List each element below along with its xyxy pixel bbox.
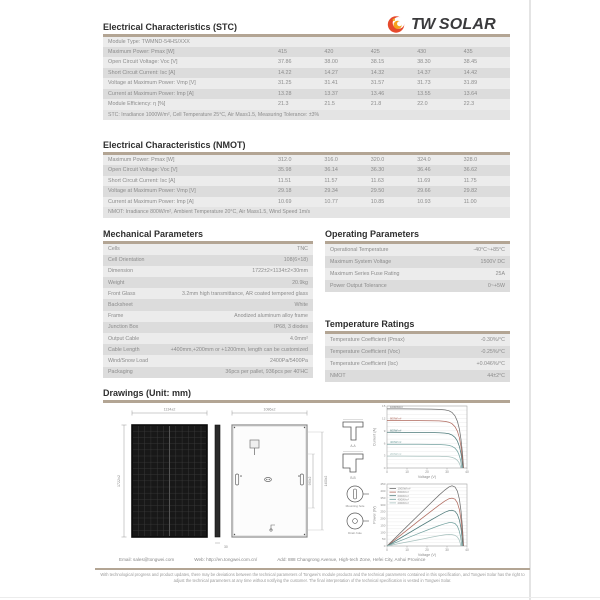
front-height-dim: 1722±2: [117, 475, 121, 487]
section-nmot: [103, 140, 510, 218]
svg-text:200W/m²: 200W/m²: [397, 501, 409, 505]
row-label: Current at Maximum Power: Imp [A]: [108, 90, 194, 97]
param-label: Packaging: [108, 369, 133, 376]
svg-text:6: 6: [383, 441, 386, 446]
section-title-temperature: Temperature Ratings: [325, 319, 415, 329]
mechanical-table: [103, 244, 313, 378]
row-value: 22.3: [463, 101, 475, 108]
row-label: Short Circuit Current: Isc [A]: [108, 69, 176, 76]
row-value: 22.0: [417, 101, 428, 108]
param-value: -40°C~+85°C: [473, 246, 505, 253]
param-value: 2400Pa/5400Pa: [270, 357, 308, 364]
param-row: [103, 311, 313, 322]
param-label: Maximum Series Fuse Rating: [330, 270, 400, 277]
detail-caption: Mounting hole: [345, 504, 365, 508]
row-value: 36.46: [417, 167, 431, 174]
param-row: [103, 344, 313, 355]
row-value: 425: [370, 48, 380, 55]
row-label: Maximum Power: Pmax [W]: [108, 156, 175, 163]
footer-divider: [95, 568, 530, 570]
footer-email-link[interactable]: Email: sales@tongwei.com: [119, 557, 175, 562]
row-value: 420: [324, 48, 334, 55]
table-row: [103, 176, 510, 187]
section-stc: [103, 22, 510, 120]
footer-web-link[interactable]: Web: http://en.tongwei.com.cn/: [194, 557, 258, 562]
row-value: 10.77: [324, 198, 338, 205]
svg-text:30: 30: [445, 470, 449, 474]
back-view-drawing: [232, 425, 328, 537]
param-value: Anodized aluminum alloy frame: [234, 313, 308, 320]
row-value: 21.5: [324, 101, 335, 108]
param-value: +0.046%/°C: [476, 360, 505, 367]
table-row: [103, 155, 510, 166]
row-value: 14.22: [278, 69, 292, 76]
table-row: [103, 47, 510, 58]
row-label: Module Efficiency: η [%]: [108, 101, 166, 108]
row-value: 11.51: [278, 177, 292, 184]
side-thickness-dim: 30: [224, 545, 228, 549]
row-value: 324.0: [417, 156, 431, 163]
svg-text:400W/m²: 400W/m²: [390, 440, 402, 445]
param-value: IP68, 3 diodes: [274, 324, 308, 331]
row-value: 13.28: [278, 90, 292, 97]
param-row: [325, 334, 510, 346]
param-row: [325, 280, 510, 292]
footer-address: Add: 888 Changrong Avenue, High-tech Zone, Hefei City, Anhui Province: [277, 557, 426, 562]
row-value: 31.73: [417, 80, 431, 87]
row-value: 37.86: [278, 59, 292, 66]
param-value: -0.30%/°C: [480, 336, 505, 343]
param-row: [103, 288, 313, 299]
svg-text:Voltage (V): Voltage (V): [417, 475, 437, 479]
svg-text:400: 400: [380, 489, 386, 493]
row-value: 328.0: [463, 156, 478, 163]
param-value: TNC: [297, 246, 308, 253]
svg-text:20: 20: [425, 548, 429, 552]
param-label: Wind/Snow Load: [108, 357, 149, 364]
row-value: 29.66: [417, 188, 431, 195]
svg-text:0: 0: [383, 466, 386, 471]
svg-text:450: 450: [380, 482, 386, 487]
module-drawings: [103, 402, 386, 557]
row-value: 10.93: [417, 198, 431, 205]
param-value: 20.9kg: [292, 279, 308, 286]
svg-text:1000W/m²: 1000W/m²: [397, 486, 411, 491]
svg-text:200: 200: [380, 516, 386, 521]
param-row: [103, 277, 313, 288]
row-value: 31.89: [463, 80, 478, 87]
svg-text:300: 300: [380, 502, 386, 507]
param-label: Power Output Tolerance: [330, 282, 387, 289]
section-title-mechanical: Mechanical Parameters: [103, 229, 204, 239]
logo-text-solar: SOLAR: [438, 15, 496, 33]
footer-disclaimer: With technological progress and product updates, there may be deviations between the technical parameters of Tongwei's module products and the technical parameters contained in this specification, and Tongwei Solar has the right to adjust the technical parameters at any time without notifying the customer. The final interpretation of the technical specification is vested in Tongwei Solar.: [100, 572, 525, 583]
logo-text-tw: TW: [411, 15, 435, 33]
table-row: [103, 186, 510, 197]
param-row: [325, 244, 510, 256]
param-label: NMOT: [330, 372, 346, 379]
section-drawings: [103, 388, 510, 556]
row-label: Short Circuit Current: Isc [A]: [108, 177, 176, 184]
svg-text:200W/m²: 200W/m²: [390, 452, 402, 457]
param-label: Maximum System Voltage: [330, 258, 392, 265]
param-label: Dimension: [108, 268, 134, 275]
nmot-table: [103, 155, 510, 218]
footer-contact: [95, 557, 530, 562]
row-value: 36.62: [463, 167, 478, 174]
table-row: [103, 99, 510, 110]
param-label: Weight: [108, 279, 125, 286]
stc-rows: [103, 47, 510, 110]
row-label: Voltage at Maximum Power: Vmp [V]: [108, 188, 196, 195]
row-value: 11.00: [463, 198, 477, 205]
stc-table: [103, 37, 510, 121]
param-row: [325, 268, 510, 280]
row-value: 29.82: [463, 188, 478, 195]
svg-text:10: 10: [405, 548, 409, 552]
row-value: 31.25: [278, 80, 292, 87]
row-label: Current at Maximum Power: Imp [A]: [108, 198, 194, 205]
row-value: 10.69: [278, 198, 292, 205]
section-title-stc: Electrical Characteristics (STC): [103, 22, 238, 32]
param-value: 1722±2×1134±2×30mm: [252, 268, 308, 275]
param-label: Backsheet: [108, 302, 133, 309]
param-row: [103, 367, 313, 378]
operating-table: [325, 244, 510, 292]
param-row: [325, 358, 510, 370]
svg-text:0: 0: [386, 470, 388, 474]
row-value: 320.0: [370, 156, 385, 163]
svg-text:3: 3: [383, 453, 386, 458]
svg-text:20: 20: [425, 470, 429, 474]
iv-curve-chart: [371, 404, 471, 480]
back-holes-outer-dim: 1400±2: [324, 475, 328, 487]
svg-text:Current (A): Current (A): [372, 427, 377, 447]
row-value: 11.57: [324, 177, 338, 184]
param-value: White: [294, 302, 308, 309]
side-view-drawing: [215, 425, 228, 549]
param-value: 0~+5W: [487, 282, 505, 289]
row-value: 14.32: [370, 69, 385, 76]
page-edge: [529, 0, 531, 600]
back-holes-inner-dim: 990±2: [308, 476, 312, 486]
section-title-operating: Operating Parameters: [325, 229, 420, 239]
row-value: 13.55: [417, 90, 431, 97]
svg-text:800W/m²: 800W/m²: [390, 416, 402, 421]
section-title-drawings: Drawings (Unit: mm): [103, 388, 192, 398]
row-value: 35.98: [278, 167, 292, 174]
row-value: 14.27: [324, 69, 338, 76]
row-value: 415: [278, 48, 287, 55]
svg-text:350: 350: [380, 495, 386, 500]
front-view-drawing: [132, 425, 207, 537]
nmot-footnote: NMOT: Irradiance 800W/m², Ambient Temperature 20°C, Air Mass1.5, Wind Speed 1m/s: [103, 207, 510, 218]
svg-text:Voltage (V): Voltage (V): [417, 553, 437, 557]
row-label: Open Circuit Voltage: Voc [V]: [108, 59, 178, 66]
front-width-dim: 1134±2: [163, 407, 176, 412]
section-operating: [325, 229, 510, 292]
param-value: 3.2mm high transmittance, AR coated tempered glass: [181, 290, 308, 297]
row-value: 31.57: [370, 80, 385, 87]
section-mechanical: [103, 229, 313, 378]
param-label: Cable Length: [108, 346, 140, 353]
table-row: [103, 57, 510, 68]
row-value: 36.14: [324, 167, 338, 174]
param-value: 36pcs per pallet, 936pcs per 40'HC: [225, 369, 308, 376]
param-label: Frame: [108, 313, 124, 320]
param-value: 4.0mm²: [290, 335, 308, 342]
svg-text:Power (W): Power (W): [372, 506, 377, 524]
param-value: +400mm,+200mm or +1200mm, length can be customized: [170, 346, 308, 353]
row-value: 13.37: [324, 90, 338, 97]
row-value: 11.75: [463, 177, 477, 184]
svg-text:100: 100: [380, 530, 386, 535]
param-value: -0.25%/°C: [480, 348, 505, 355]
temperature-table: [325, 334, 510, 382]
row-value: 13.64: [463, 90, 478, 97]
row-value: 10.85: [370, 198, 385, 205]
table-row: [103, 68, 510, 79]
row-value: 38.15: [370, 59, 385, 66]
svg-text:600W/m²: 600W/m²: [397, 493, 409, 498]
row-value: 435: [463, 48, 473, 55]
param-label: Cell Orientation: [108, 257, 145, 264]
row-value: 312.0: [278, 156, 292, 163]
detail-caption: Drain hole: [348, 531, 362, 535]
detail-caption: B-B: [350, 476, 356, 480]
row-value: 21.8: [370, 101, 382, 108]
section-temperature: [325, 319, 510, 382]
param-label: Output Cable: [108, 335, 140, 342]
row-value: 14.42: [463, 69, 478, 76]
param-label: Temperature Coefficient (Pmax): [330, 336, 405, 343]
row-label: Voltage at Maximum Power: Vmp [V]: [108, 80, 196, 87]
row-label: Maximum Power: Pmax [W]: [108, 48, 175, 55]
row-value: 29.50: [370, 188, 385, 195]
svg-text:400W/m²: 400W/m²: [397, 497, 409, 502]
row-value: 31.41: [324, 80, 338, 87]
svg-text:9: 9: [383, 428, 386, 433]
row-value: 29.34: [324, 188, 338, 195]
svg-text:0: 0: [383, 544, 386, 549]
row-value: 430: [417, 48, 427, 55]
param-label: Cells: [108, 246, 120, 253]
row-value: 11.63: [370, 177, 384, 184]
row-value: 36.30: [370, 167, 385, 174]
row-value: 14.37: [417, 69, 431, 76]
svg-text:15: 15: [382, 404, 386, 409]
table-row: [103, 165, 510, 176]
row-value: 29.18: [278, 188, 292, 195]
row-value: 38.45: [463, 59, 478, 66]
svg-text:40: 40: [465, 548, 469, 552]
row-value: 11.69: [417, 177, 431, 184]
table-row: [103, 197, 510, 208]
row-value: 13.46: [370, 90, 385, 97]
param-label: Temperature Coefficient (Isc): [330, 360, 398, 367]
stc-footnote: STC: Irradiance 1000W/m², Cell Temperature 25°C, Air Mass1.5, Measuring Tolerance: ±3%: [103, 110, 510, 121]
param-row: [103, 322, 313, 333]
svg-text:1000W/m²: 1000W/m²: [390, 404, 403, 409]
param-row: [325, 256, 510, 268]
svg-text:800W/m²: 800W/m²: [397, 490, 409, 495]
param-label: Front Glass: [108, 290, 136, 297]
module-type-row: Module Type: TWMND-54HS/XXX: [103, 37, 510, 47]
param-row: [325, 370, 510, 382]
svg-text:12: 12: [382, 416, 386, 421]
param-label: Junction Box: [108, 324, 139, 331]
param-value: 108(6×18): [283, 257, 308, 264]
svg-text:50: 50: [382, 537, 386, 542]
back-width-dim: 1086±2: [263, 407, 276, 412]
svg-text:30: 30: [445, 548, 449, 552]
param-value: 1500V DC: [480, 258, 505, 265]
nmot-rows: [103, 155, 510, 208]
pv-curve-chart: [371, 482, 471, 558]
page-edge: [0, 597, 600, 598]
param-value: 44±2°C: [487, 372, 505, 379]
param-label: Temperature Coefficient (Voc): [330, 348, 400, 355]
param-label: Operational Temperature: [330, 246, 389, 253]
table-row: [103, 89, 510, 100]
svg-text:150: 150: [380, 523, 386, 528]
row-value: 38.30: [417, 59, 431, 66]
section-title-nmot: Electrical Characteristics (NMOT): [103, 140, 246, 150]
param-row: [103, 255, 313, 266]
param-row: [103, 244, 313, 255]
param-value: 25A: [495, 270, 505, 277]
row-value: 38.00: [324, 59, 338, 66]
svg-text:250: 250: [380, 509, 386, 514]
row-value: 316.0: [324, 156, 338, 163]
param-row: [103, 266, 313, 277]
svg-text:600W/m²: 600W/m²: [390, 428, 402, 433]
param-row: [325, 346, 510, 358]
row-label: Open Circuit Voltage: Voc [V]: [108, 167, 178, 174]
frame-detail-drawing: [343, 420, 369, 536]
param-row: [103, 299, 313, 310]
param-row: [103, 333, 313, 344]
detail-caption: A-A: [350, 444, 356, 448]
table-row: [103, 78, 510, 89]
svg-text:10: 10: [405, 470, 409, 474]
svg-text:40: 40: [465, 470, 469, 474]
row-value: 21.3: [278, 101, 289, 108]
param-row: [103, 355, 313, 366]
svg-text:0: 0: [386, 548, 388, 552]
